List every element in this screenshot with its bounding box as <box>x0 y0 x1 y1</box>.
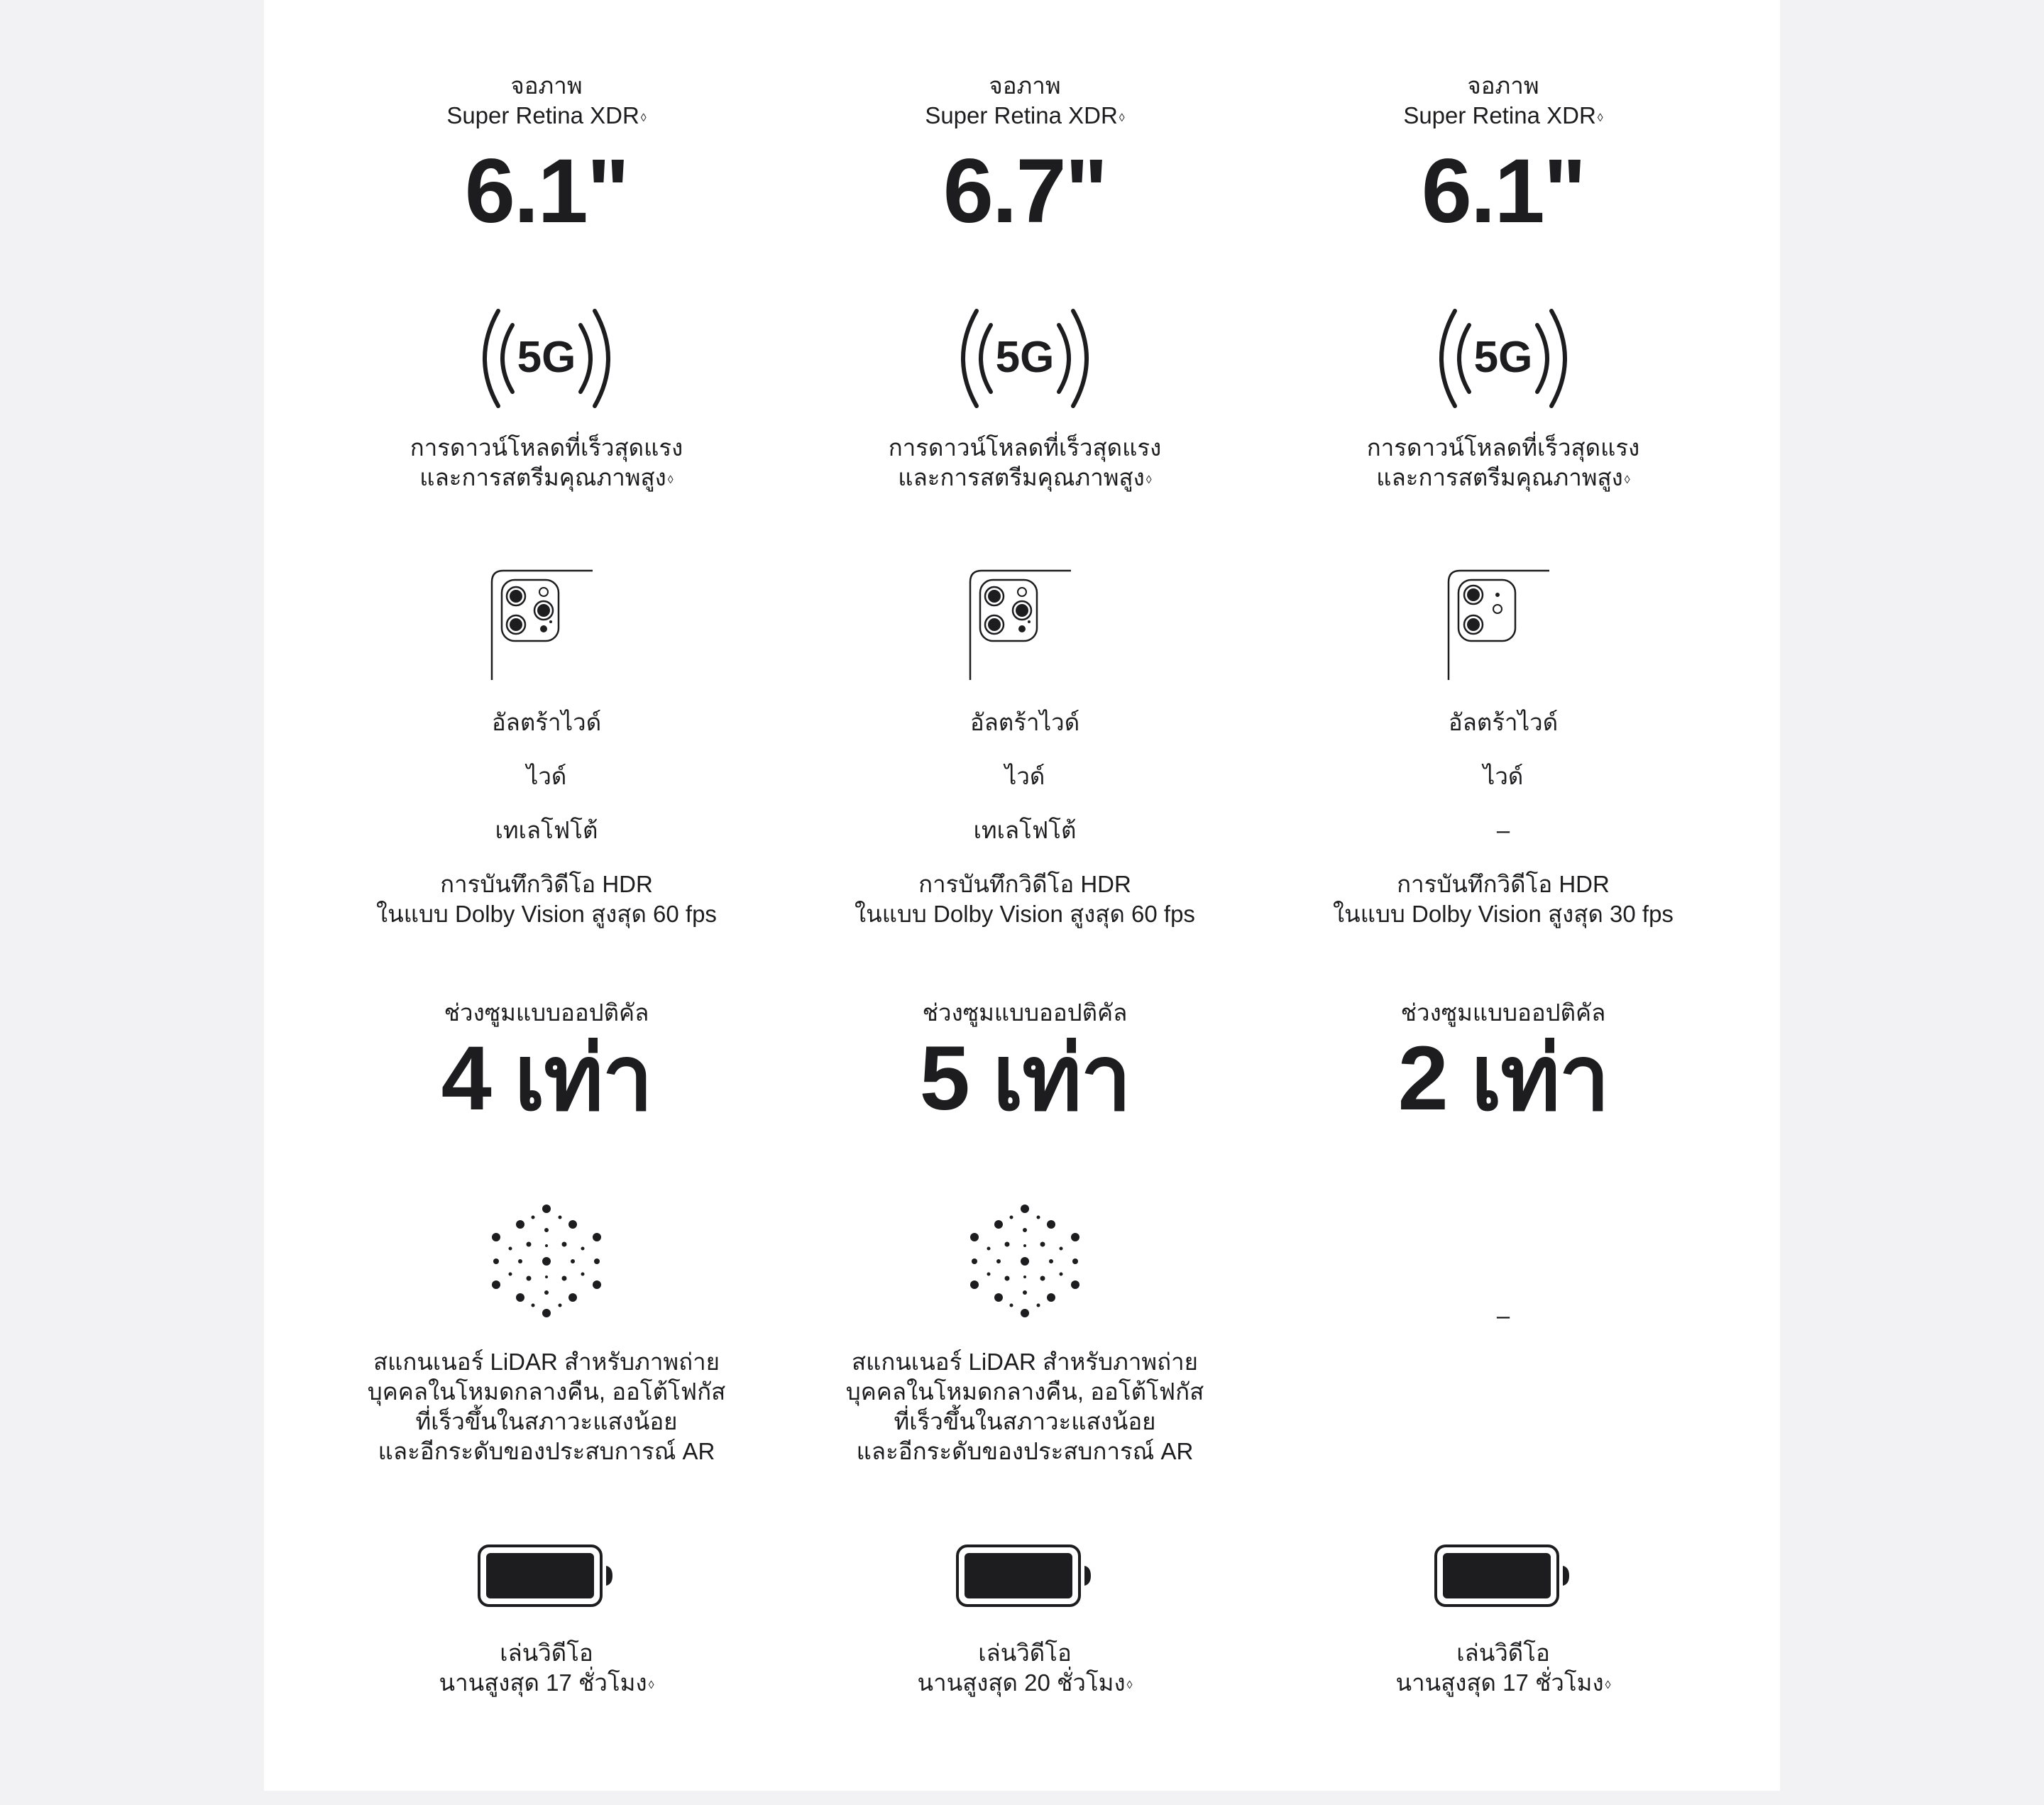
model-column-3 <box>1255 0 1752 1791</box>
camera-ultrawide: อัลตร้าไวด์ <box>1448 709 1559 735</box>
lidar-line-3: ที่เร็วขึ้นในสภาวะแสงน้อย <box>415 1408 678 1434</box>
lidar-dash: – <box>1496 1302 1510 1329</box>
network-line-2-text: และการสตรีมคุณภาพสูง <box>898 464 1145 490</box>
network-description <box>776 433 1273 493</box>
battery-line-2-text: นานสูงสุด 17 ชั่วโมง <box>439 1669 647 1696</box>
battery-line-2 <box>776 1668 1273 1698</box>
camera-wide: ไวด์ <box>1483 763 1524 789</box>
model-column-1 <box>298 0 795 1791</box>
5g-icon-text: 5G <box>517 333 576 382</box>
hdr-line-2: ในแบบ Dolby Vision สูงสุด 60 fps <box>376 901 717 927</box>
footnote-mark: ◊ <box>1597 112 1603 124</box>
hdr-line-1: การบันทึกวิดีโอ HDR <box>1397 871 1610 897</box>
5g-icon-text: 5G <box>1473 333 1533 382</box>
lidar-icon <box>298 1203 795 1320</box>
model-column-2 <box>776 0 1273 1791</box>
network-description <box>1255 433 1752 493</box>
camera-wide: ไวด์ <box>526 763 567 789</box>
zoom-value: 4 เท่า <box>441 1028 652 1129</box>
footnote-mark: ◊ <box>1119 112 1125 124</box>
footnote-mark: ◊ <box>648 1679 654 1691</box>
footnote-mark: ◊ <box>667 474 674 486</box>
battery-description <box>1255 1638 1752 1698</box>
network-line-1: การดาวน์โหลดที่เร็วสุดแรง <box>410 434 683 461</box>
camera-telephoto: – <box>1496 817 1510 843</box>
network-description <box>298 433 795 493</box>
hdr-line-2: ในแบบ Dolby Vision สูงสุด 30 fps <box>1333 901 1674 927</box>
display-size: 6.1" <box>1421 141 1586 242</box>
lidar-line-4: และอีกระดับของประสบการณ์ AR <box>856 1438 1194 1464</box>
zoom-label: ช่วงซูมแบบออปติคัล <box>922 999 1128 1026</box>
5g-icon-text: 5G <box>995 333 1055 382</box>
battery-line-2 <box>1255 1668 1752 1698</box>
lidar-line-1: สแกนเนอร์ LiDAR สำหรับภาพถ่าย <box>851 1349 1198 1375</box>
network-line-2-text: และการสตรีมคุณภาพสูง <box>1376 464 1623 490</box>
battery-line-2-text: นานสูงสุด 17 ชั่วโมง <box>1395 1669 1604 1696</box>
footnote-mark: ◊ <box>1624 474 1630 486</box>
footnote-mark: ◊ <box>640 112 647 124</box>
lidar-line-2: บุคคลในโหมดกลางคืน, ออโต้โฟกัส <box>845 1378 1204 1405</box>
battery-icon <box>776 1540 1273 1611</box>
5g-icon <box>1255 305 1752 412</box>
hdr-line-1: การบันทึกวิดีโอ HDR <box>440 871 653 897</box>
display-label-line-2 <box>776 101 1273 131</box>
camera-wide: ไวด์ <box>1004 763 1045 789</box>
display-tech-name: Super Retina XDR <box>1403 102 1596 128</box>
lidar-line-1: สแกนเนอร์ LiDAR สำหรับภาพถ่าย <box>373 1349 720 1375</box>
display-size: 6.1" <box>464 141 629 242</box>
footnote-mark: ◊ <box>1605 1679 1611 1691</box>
battery-description <box>298 1638 795 1698</box>
camera-ultrawide: อัลตร้าไวด์ <box>491 709 602 735</box>
lidar-line-4: และอีกระดับของประสบการณ์ AR <box>378 1438 715 1464</box>
display-label-line-2 <box>298 101 795 131</box>
camera-ultrawide: อัลตร้าไวด์ <box>969 709 1080 735</box>
zoom-label: ช่วงซูมแบบออปติคัล <box>1400 999 1606 1026</box>
5g-icon <box>298 305 795 412</box>
hdr-video <box>298 869 795 929</box>
lidar-description <box>776 1347 1273 1466</box>
network-line-2 <box>1255 463 1752 493</box>
battery-line-2 <box>298 1668 795 1698</box>
footnote-mark: ◊ <box>1126 1679 1133 1691</box>
display-tech-name: Super Retina XDR <box>925 102 1118 128</box>
triple-camera-icon <box>298 568 795 681</box>
camera-telephoto: เทเลโฟโต้ <box>973 817 1077 843</box>
lidar-line-3: ที่เร็วขึ้นในสภาวะแสงน้อย <box>894 1408 1156 1434</box>
battery-icon <box>298 1540 795 1611</box>
battery-line-1: เล่นวิดีโอ <box>1456 1640 1550 1666</box>
network-line-2 <box>298 463 795 493</box>
network-line-1: การดาวน์โหลดที่เร็วสุดแรง <box>1366 434 1640 461</box>
display-label-line-1: จอภาพ <box>1467 72 1539 99</box>
5g-icon <box>776 305 1273 412</box>
battery-line-2-text: นานสูงสุด 20 ชั่วโมง <box>917 1669 1126 1696</box>
battery-icon <box>1255 1540 1752 1611</box>
battery-line-1: เล่นวิดีโอ <box>500 1640 593 1666</box>
zoom-label: ช่วงซูมแบบออปติคัล <box>444 999 649 1026</box>
hdr-video <box>776 869 1273 929</box>
lidar-line-2: บุคคลในโหมดกลางคืน, ออโต้โฟกัส <box>367 1378 726 1405</box>
display-tech-name: Super Retina XDR <box>446 102 639 128</box>
lidar-description <box>298 1347 795 1466</box>
zoom-value: 2 เท่า <box>1397 1028 1609 1129</box>
camera-telephoto: เทเลโฟโต้ <box>495 817 598 843</box>
display-label-line-1: จอภาพ <box>510 72 583 99</box>
dual-camera-icon <box>1255 568 1752 681</box>
network-line-2-text: และการสตรีมคุณภาพสูง <box>419 464 666 490</box>
zoom-value: 5 เท่า <box>919 1028 1131 1129</box>
display-size: 6.7" <box>943 141 1107 242</box>
comparison-card <box>264 0 1780 1791</box>
hdr-video <box>1255 869 1752 929</box>
display-label <box>776 71 1273 131</box>
display-label-line-1: จอภาพ <box>989 72 1061 99</box>
display-label-line-2 <box>1255 101 1752 131</box>
lidar-icon <box>776 1203 1273 1320</box>
network-line-2 <box>776 463 1273 493</box>
display-label <box>298 71 795 131</box>
hdr-line-2: ในแบบ Dolby Vision สูงสุด 60 fps <box>855 901 1195 927</box>
hdr-line-1: การบันทึกวิดีโอ HDR <box>918 871 1131 897</box>
display-label <box>1255 71 1752 131</box>
network-line-1: การดาวน์โหลดที่เร็วสุดแรง <box>888 434 1162 461</box>
battery-description <box>776 1638 1273 1698</box>
footnote-mark: ◊ <box>1145 474 1152 486</box>
battery-line-1: เล่นวิดีโอ <box>978 1640 1072 1666</box>
triple-camera-icon <box>776 568 1273 681</box>
